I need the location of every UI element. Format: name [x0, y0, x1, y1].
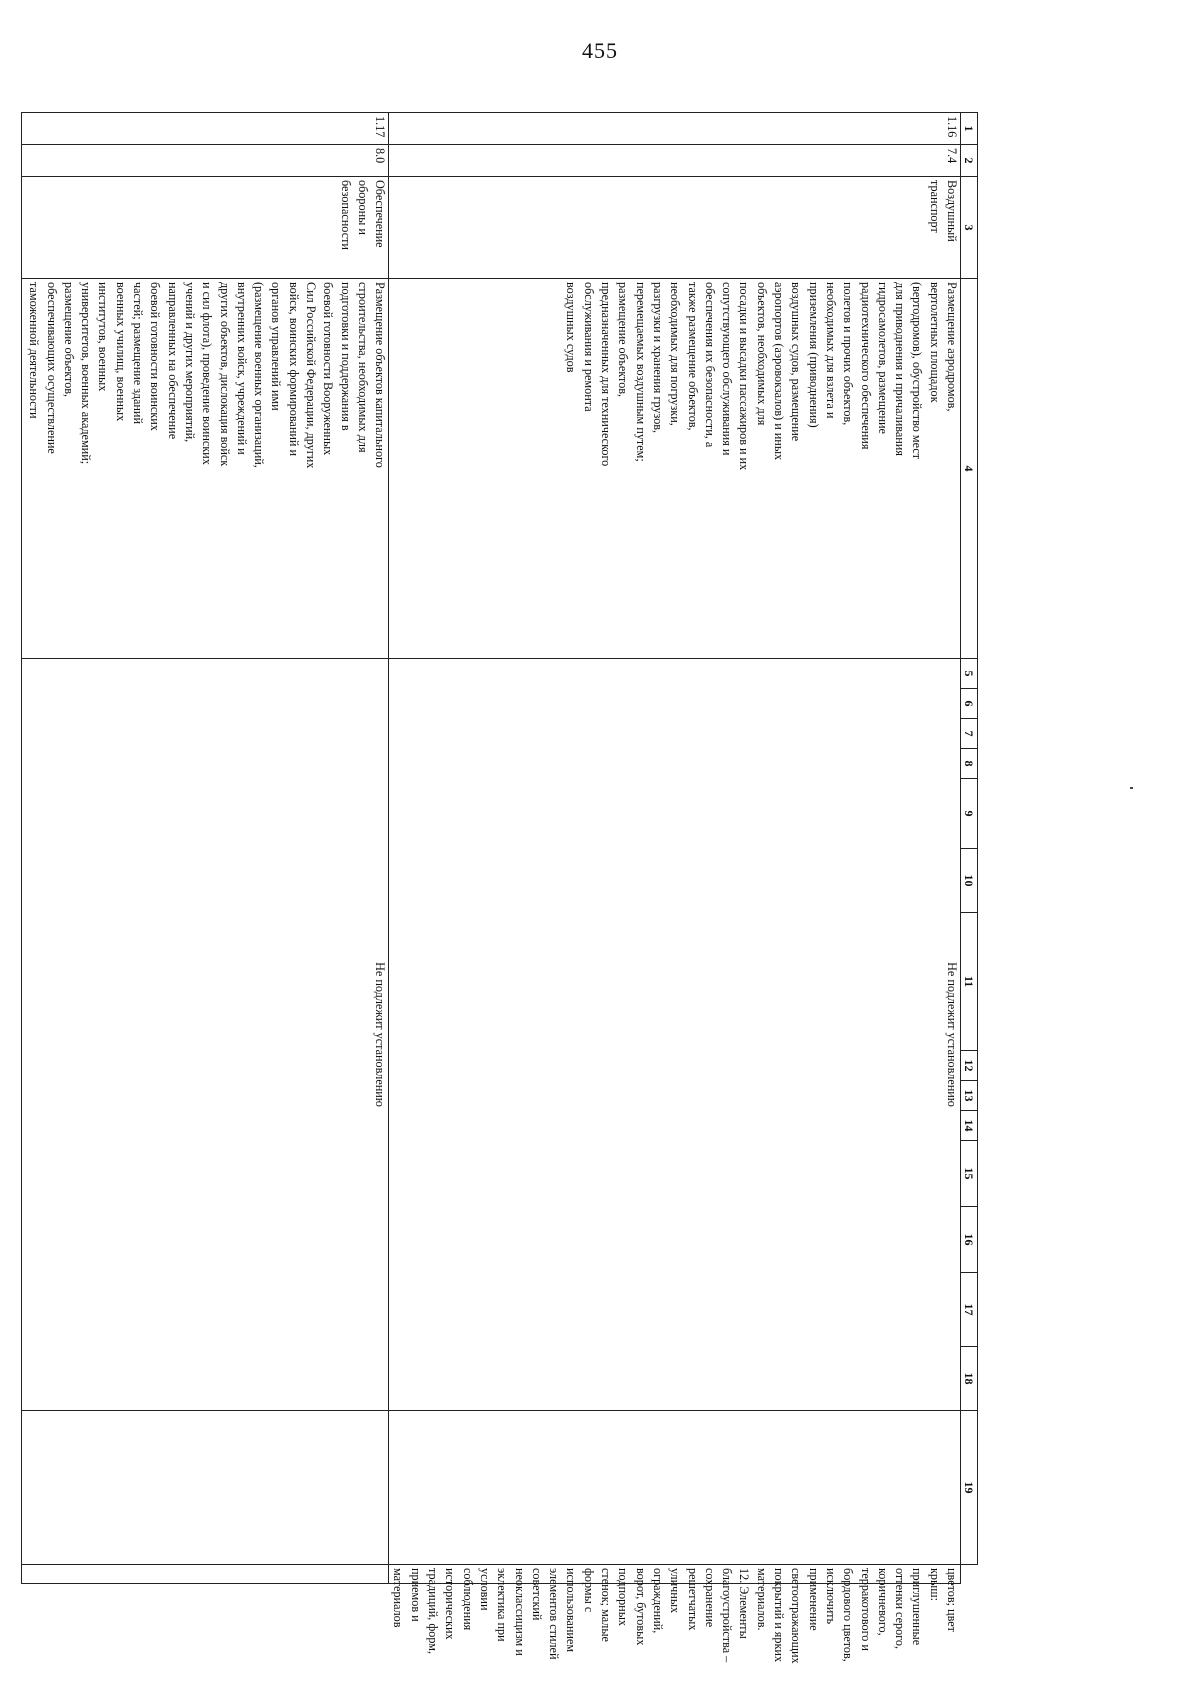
text-line: благоустройства – — [720, 1568, 735, 1663]
row-number: 1.16 — [389, 113, 961, 145]
text-line: гидросамолетов, размещение — [875, 282, 890, 434]
text-line: строительства, необходимых для — [355, 282, 370, 453]
text-line: элементов стилей — [547, 1568, 562, 1660]
col-header: 17 — [961, 1273, 978, 1347]
text-line: размещение объектов, — [616, 282, 631, 398]
text-line: Размещение аэродромов, — [945, 282, 959, 412]
text-line: коричневого, — [875, 1568, 890, 1636]
text-line: Размещение объектов капитального — [373, 282, 388, 468]
text-line: приемов и — [408, 1568, 423, 1622]
text-line: частей; размещение зданий — [131, 282, 146, 424]
text-line: бордового цветов, — [841, 1568, 856, 1662]
col-header: 19 — [961, 1411, 978, 1565]
col-header: 3 — [961, 177, 978, 279]
rotated-table-container — [27, 112, 978, 1664]
col-header: 5 — [961, 659, 978, 689]
text-line: подготовки и поддержания в — [338, 282, 353, 431]
text-line: боевой готовности воинских — [148, 282, 163, 431]
col-header: 8 — [961, 749, 978, 779]
table-row — [22, 113, 389, 1584]
col-header: 11 — [961, 913, 978, 1051]
text-line: размещение объектов, — [61, 282, 76, 398]
text-line: материалов. — [754, 1568, 769, 1631]
text-line: сопутствующего обслуживания и — [720, 282, 735, 456]
text-line: полетов и прочих объектов, — [841, 282, 856, 426]
land-use-description — [22, 279, 389, 659]
text-line: обслуживания и ремонта — [581, 282, 596, 412]
text-line: приземления (приводнения) — [806, 282, 821, 428]
text-line: воздушных судов — [564, 282, 579, 373]
text-line: других объектов, дислокация войск — [217, 282, 232, 467]
text-line: ограждений, — [650, 1568, 665, 1634]
text-line: вертолетных площадок — [927, 282, 942, 403]
text-line: разгрузки и хранения грузов, — [650, 282, 665, 434]
col-header: 18 — [961, 1347, 978, 1411]
text-line: военных училищ, военных — [113, 282, 128, 422]
text-line: соблюдения — [460, 1568, 475, 1631]
text-line: аэропортов (аэровокзалов) и иных — [772, 282, 787, 461]
col-header: 1 — [961, 113, 978, 145]
text-line: применение — [806, 1568, 821, 1631]
architectural-requirements — [22, 1565, 389, 1584]
text-line: также размещение объектов, — [685, 282, 700, 431]
column-number-header — [961, 113, 978, 1584]
text-line: эклектика при — [495, 1568, 510, 1642]
parameters-note: Не подлежит установлению — [22, 659, 389, 1411]
text-line: покрытий и ярких — [772, 1568, 787, 1663]
land-use-table — [21, 112, 978, 1664]
text-line: стенок; малые — [599, 1568, 614, 1642]
col-header: 13 — [961, 1081, 978, 1111]
text-line: посадки и высадки пассажиров и их — [737, 282, 752, 471]
text-line: боевой готовности Вооруженных — [321, 282, 336, 456]
text-line: неоклассицизм и — [512, 1568, 527, 1656]
text-line: (размещение военных организаций, — [252, 282, 267, 468]
text-line: советский — [529, 1568, 544, 1621]
row-number: 1.17 — [22, 113, 389, 145]
text-line: необходимых для погрузки, — [668, 282, 683, 426]
text-line: необходимых для взлета и — [823, 282, 838, 419]
col-header: 9 — [961, 779, 978, 849]
col-header: 14 — [961, 1111, 978, 1141]
text-line: предназначенных для технического — [599, 282, 614, 467]
text-line: для приводнения и причаливания — [893, 282, 908, 456]
text-line: обеспечивающих осуществление — [44, 282, 59, 454]
col-header: 2 — [961, 145, 978, 177]
text-line: терракотового и — [858, 1568, 873, 1651]
land-use-code: 8.0 — [22, 145, 389, 177]
text-line: учений и других мероприятий, — [182, 282, 197, 443]
text-line: условии — [477, 1568, 492, 1611]
col-header: 6 — [961, 689, 978, 719]
text-line: ворот, бутовых — [633, 1568, 648, 1646]
text-line: внутренних войск, учреждений и — [234, 282, 249, 455]
text-line: 12. Элементы — [737, 1568, 752, 1639]
column-18-cell — [22, 1411, 389, 1565]
text-line: органов управлений ими — [269, 282, 284, 411]
text-line: обеспечения их безопасности, а — [702, 282, 717, 448]
land-use-name: Воздушный транспорт — [389, 177, 961, 279]
text-line: радиотехнического обеспечения — [858, 282, 873, 450]
scan-speck — [1130, 787, 1133, 789]
text-line: воздушных судов, размещение — [789, 282, 804, 442]
text-line: оттенки серого, — [893, 1568, 908, 1649]
text-line: направленных на обеспечение — [165, 282, 180, 440]
col-header: 10 — [961, 849, 978, 913]
text-line: цветов; цвет — [945, 1568, 959, 1633]
page-number: 455 — [582, 38, 618, 63]
text-line: объектов, необходимых для — [754, 282, 769, 426]
text-line: войск, воинских формирований и — [286, 282, 301, 456]
col-header: 15 — [961, 1141, 978, 1207]
text-line: исторических — [443, 1568, 458, 1640]
text-line: институтов, военных — [96, 282, 111, 392]
text-line: исключить — [823, 1568, 838, 1625]
text-line: сохранение — [702, 1568, 717, 1628]
text-line: приглушенные — [910, 1568, 925, 1646]
text-line: перемещаемых воздушным путем; — [633, 282, 648, 462]
land-use-description — [389, 279, 961, 659]
text-line: таможенной деятельности — [27, 282, 42, 419]
col-header: 4 — [961, 279, 978, 659]
text-line: светоотражающих — [789, 1568, 804, 1664]
text-line: университетов, военных академий; — [79, 282, 94, 465]
text-line: крыш: — [927, 1568, 942, 1601]
text-line: традиций, форм, — [426, 1568, 441, 1655]
architectural-requirements — [389, 1565, 961, 1664]
text-line: подпорных — [616, 1568, 631, 1626]
text-line: решетчатых — [685, 1568, 700, 1631]
text-line: материалов — [391, 1568, 406, 1628]
col-header: 7 — [961, 719, 978, 749]
table-row — [389, 113, 961, 1584]
col-header: 12 — [961, 1051, 978, 1081]
text-line: (вертодромов), обустройство мест — [910, 282, 925, 460]
text-line: формы с — [581, 1568, 596, 1613]
parameters-note: Не подлежит установлению — [389, 659, 961, 1411]
text-line: и сил флота), проведение воинских — [200, 282, 215, 465]
col-header: 16 — [961, 1207, 978, 1273]
text-line: уличных — [668, 1568, 683, 1614]
column-18-cell — [389, 1411, 961, 1565]
land-use-code: 7.4 — [389, 145, 961, 177]
text-line: использованием — [564, 1568, 579, 1653]
land-use-name: Обеспечение обороны и безопасности — [22, 177, 389, 279]
text-line: Сил Российской Федерации, других — [304, 282, 319, 469]
